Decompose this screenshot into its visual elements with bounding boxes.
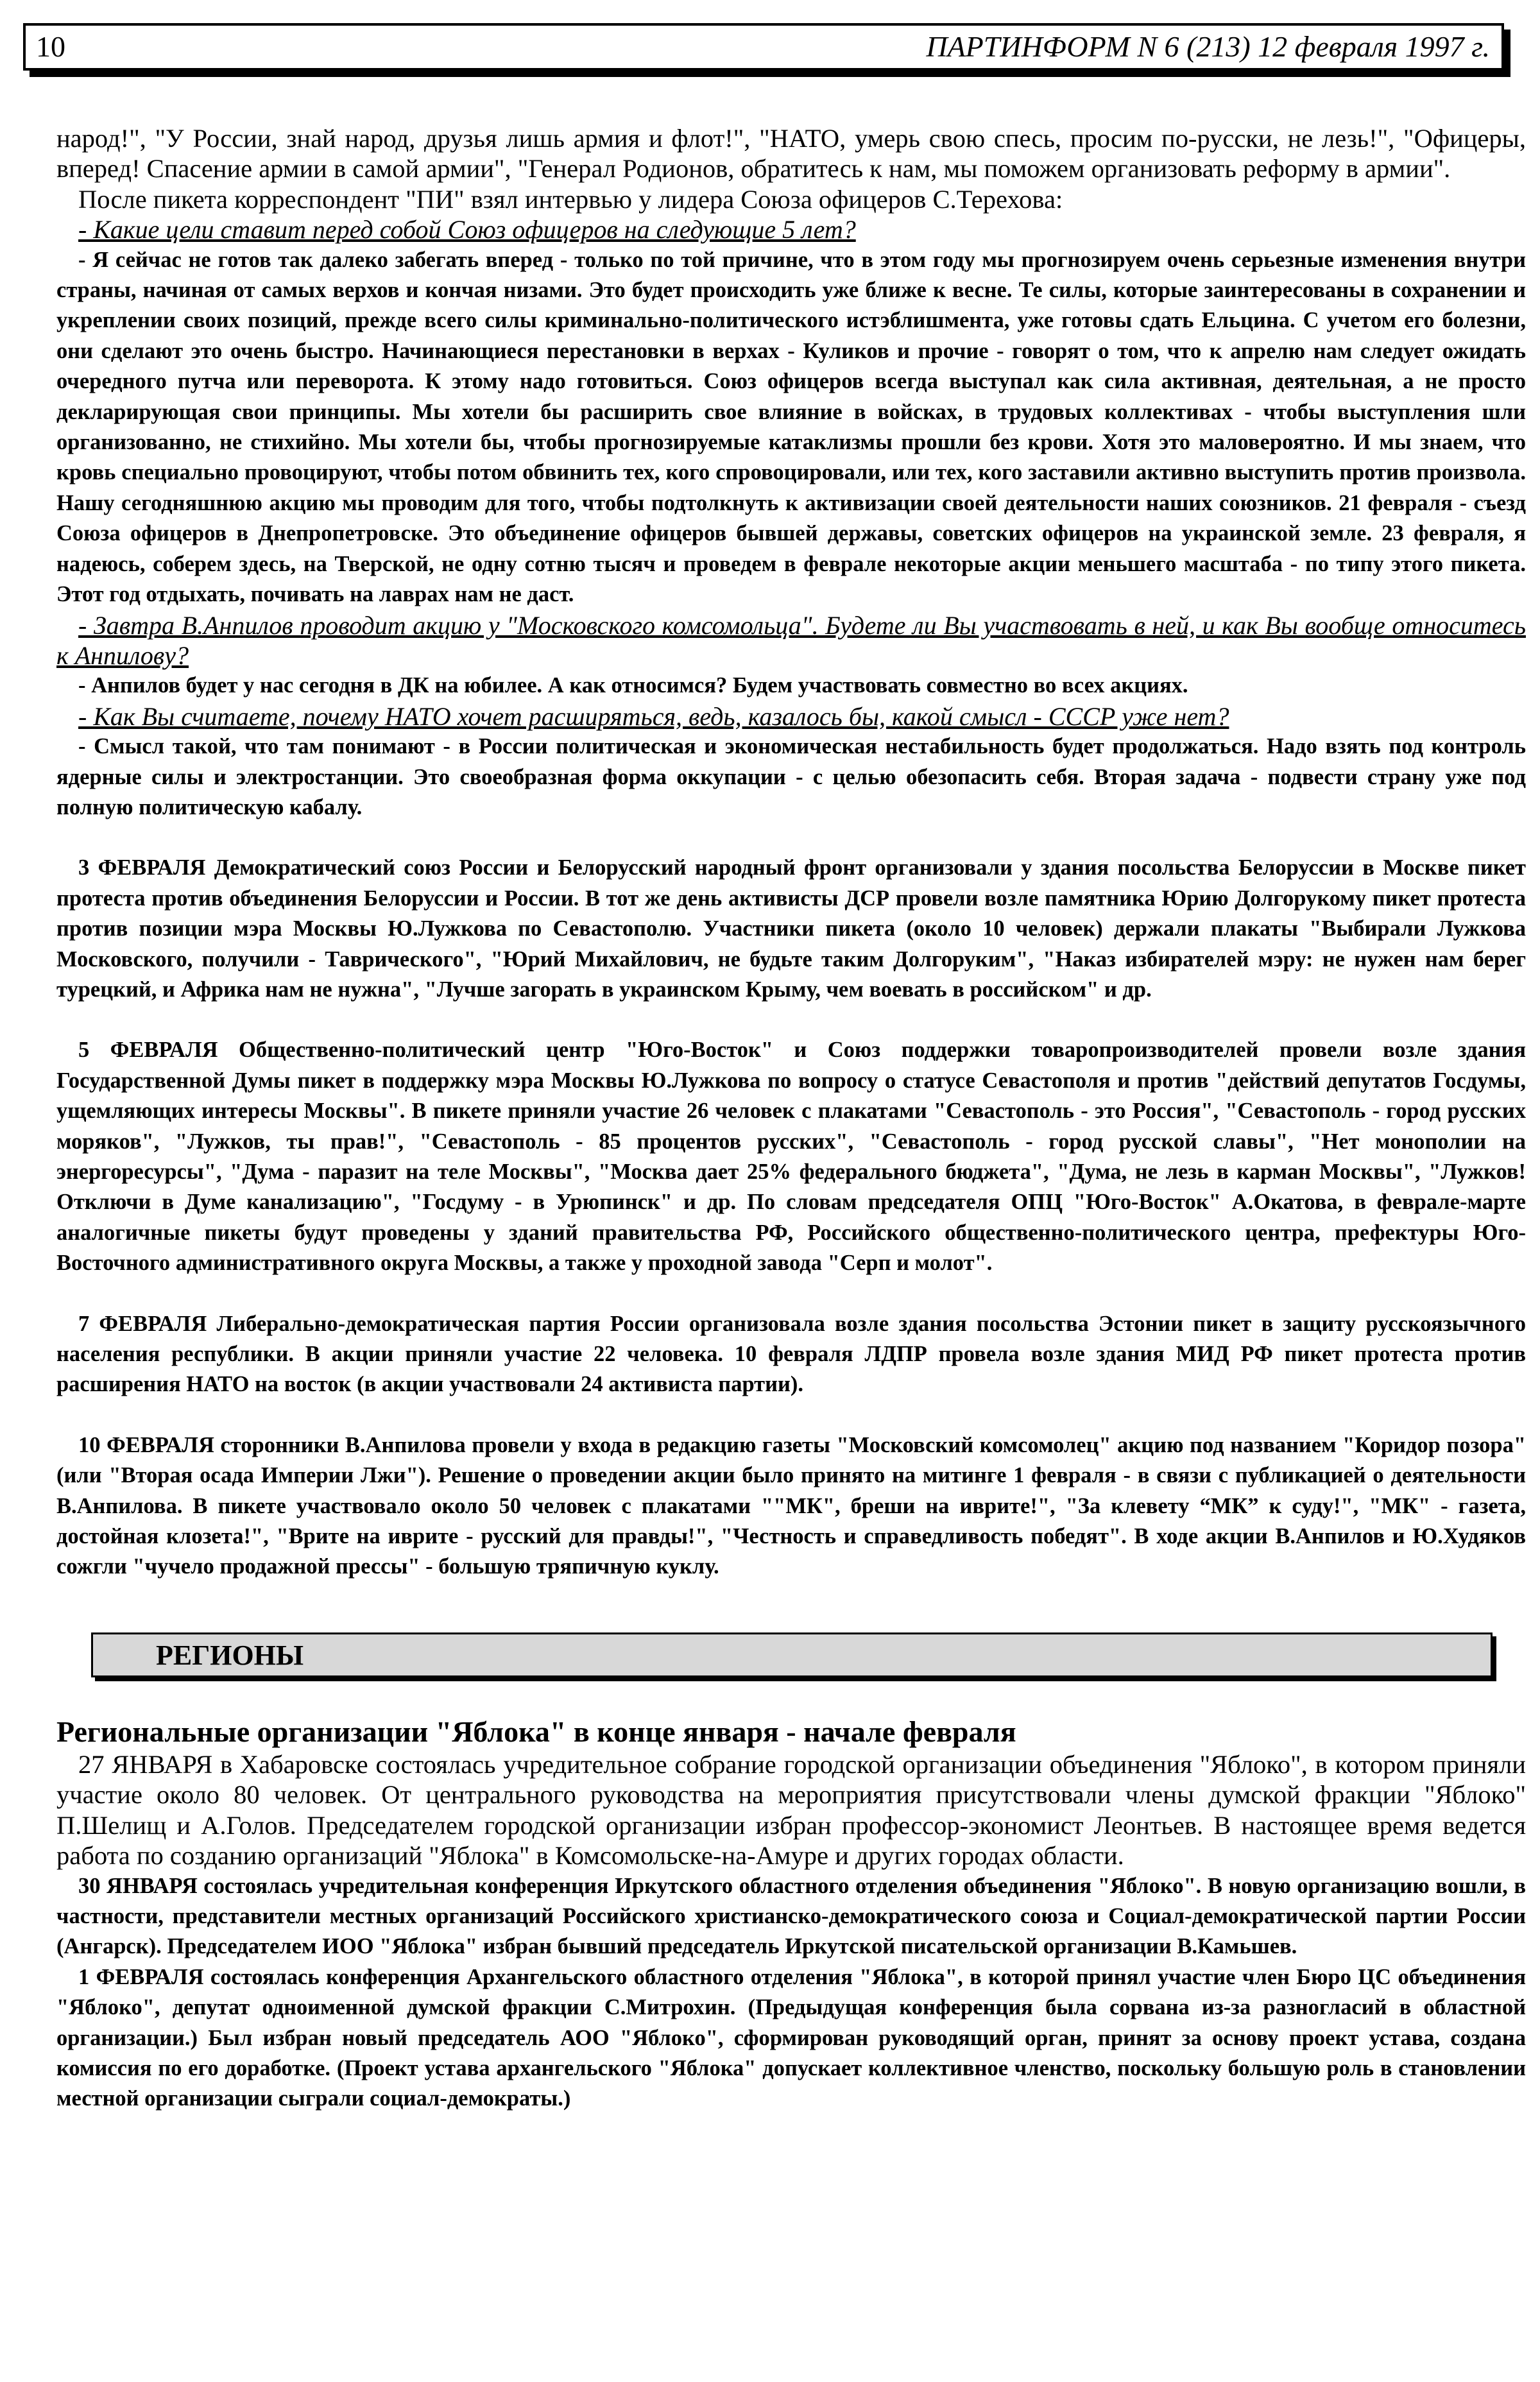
section-heading-bar [91, 1632, 1493, 1677]
publication-title: ПАРТИНФОРМ N 6 (213) 12 февраля 1997 г. [926, 30, 1490, 63]
article-title: Региональные организации "Яблока" в конце января - начале февраля [56, 1715, 1016, 1748]
article-paragraph: 27 ЯНВАРЯ в Хабаровске состоялась учредительное собрание городской организации объединения "Яблоко", в котором приняли участие около 80 человек. От центрального руководства на мероприятия присутствовали члены думской фракции "Яблоко" П.Шелищ и А.Голов. Председателем городской организации избран профессор-экономист Леонтьев. В настоящее время ведется работа по созданию организаций "Яблока" в Комсомольске-на-Амуре и других городах области. [56, 1749, 1526, 1871]
section-title: РЕГИОНЫ [156, 1639, 304, 1671]
interview-question: - Какие цели ставит перед собой Союз офицеров на следующие 5 лет? [78, 215, 856, 244]
article-paragraph: 30 ЯНВАРЯ состоялась учредительная конференция Иркутского областного отделения объединения "Яблоко". В новую организацию вошли, в частности, представители местных организаций Российского христианско-демократического союза и Социал-демократической партии России (Ангарск). Председателем ИОО "Яблока" избран бывший председатель Иркутской писательской организации В.Камьшев. [56, 1873, 1526, 1959]
page-header [23, 23, 1504, 71]
page-content [56, 123, 1526, 2114]
interview-paragraph: народ!", "У России, знай народ, друзья лишь армия и флот!", "НАТО, умерь свою спесь, просим по-русски, не лезь!", "Офицеры, вперед! Спасение армии в самой армии", "Генерал Родионов, обратитесь к нам, мы поможем организовать реформу в армии". [56, 124, 1526, 184]
interview-question: - Как Вы считаете, почему НАТО хочет расширяться, ведь, казалось бы, какой смысл - СССР уже нет? [78, 701, 1229, 731]
interview-answer: - Я сейчас не готов так далеко забегать вперед - только по той причине, что в этом году мы прогнозируем очень серьезные изменения внутри страны, начиная от самых верхов и кончая низами. Это будет происходить уже ближе к весне. Те силы, которые заинтересованы в сохранении и укреплении своих позиций, прежде всего силы криминально-политического истэблишмента, уже готовы сдать Ельцина. С учетом его болезни, они сделают это очень быстро. Начинающиеся перестановки в верхах - Куликов и прочие - говорят о том, что к апрелю нам следует ожидать очередного путча или переворота. К этому надо готовиться. Союз офицеров всегда выступал как сила активная, деятельная, а не просто декларирующая свои принципы. Мы хотели бы расширить свое влияние в войсках, в трудовых коллективах - чтобы выступления шли организованно, не стихийно. Мы хотели бы, чтобы прогнозируемые катаклизмы прошли без крови. Хотя это маловероятно. И мы знаем, что кровь специально провоцируют, чтобы потом обвинить тех, кого спровоцировали, или тех, кого заставили активно выступить против произвола. Нашу сегодняшнюю акцию мы проводим для того, чтобы подтолкнуть к активизации своей деятельности наших союзников. 21 февраля - съезд Союза офицеров в Днепропетровске. Это объединение офицеров бывшей державы, советских офицеров на украинской земле. 23 февраля, я надеюсь, соберем здесь, на Тверской, не одну сотню тысяч и проведем в феврале некоторые акции меньшего масштаба - по типу этого пикета. Этот год отдыхать, почивать на лаврах нам не даст. [56, 247, 1526, 607]
page-number: 10 [36, 30, 65, 63]
event-item: 5 ФЕВРАЛЯ Общественно-политический центр "Юго-Восток" и Союз поддержки товаропроизводителей провели возле здания Государственной Думы пикет в поддержку мэра Москвы Ю.Лужкова по вопросу о статусе Севастополя и против "действий депутатов Госдумы, ущемляющих интересы Москвы". В пикете приняли участие 26 человек с плакатами "Севастополь - это Россия", "Севастополь - город русских моряков", "Лужков, ты прав!", "Севастополь - 85 процентов русских", "Севастополь - город русской славы", "Нет монополии на энергоресурсы", "Дума - паразит на теле Москвы", "Москва дает 25% федерального бюджета", "Дума, не лезь в карман Москвы", "Лужков! Отключи в Думе канализацию", "Госдуму - в Урюпинск" и др. По словам председателя ОПЦ "Юго-Восток" А.Окатова, в феврале-марте аналогичные пикеты будут проведены у зданий правительства РФ, Российского общественно-политического центра, префектуры Юго-Восточного административного округа Москвы, а также у проходной завода "Серп и молот". [56, 1038, 1526, 1276]
event-item: 10 ФЕВРАЛЯ сторонники В.Анпилова провели у входа в редакцию газеты "Московский комсомолец" акцию под названием "Коридор позора" (или "Вторая осада Империи Лжи"). Решение о проведении акции было принято на митинге 1 февраля - в связи с публикацией о деятельности В.Анпилова. В пикете участвовало около 50 человек с плакатами ""МК", бреши на иврите!", "За клевету “МК” к суду!", "МК" - газета, достойная клозета!", "Врите на иврите - русский для правды!", "Честность и справедливость победят". В ходе акции В.Анпилов и Ю.Худяков сожгли "чучело продажной прессы" - большую тряпичную куклу. [56, 1432, 1526, 1579]
interview-intro: После пикета корреспондент "ПИ" взял интервью у лидера Союза офицеров С.Терехова: [78, 184, 1063, 214]
article-paragraph: 1 ФЕВРАЛЯ состоялась конференция Архангельского областного отделения "Яблока", в которой принял участие член Бюро ЦС объединения "Яблоко", депутат одноименной думской фракции С.Митрохин. (Предыдущая конференция была сорвана из-за разногласий в областной организации.) Был избран новый председатель АОО "Яблоко", сформирован руководящий орган, принят за основу проект устава, создана комиссия по его доработке. (Проект устава архангельского "Яблока" допускает коллективное членство, поскольку большую роль в становлении местной организации сыграли социал-демократы.) [56, 1964, 1526, 2111]
event-item: 3 ФЕВРАЛЯ Демократический союз России и Белорусский народный фронт организовали у здания посольства Белоруссии в Москве пикет протеста против объединения Белоруссии и России. В тот же день активисты ДСР провели возле памятника Юрию Долгорукому пикет протеста против позиции мэра Москвы Ю.Лужкова по Севастополю. Участники пикета (около 10 человек) держали плакаты "Выбирали Лужкова Московского, получили - Таврического", "Юрий Михайлович, не будьте таким Долгоруким", "Наказ избирателей мэру: не нужен нам берег турецкий, и Африка нам не нужна", "Лучше загорать в украинском Крыму, чем воевать в российском" и др. [56, 855, 1526, 1002]
event-item: 7 ФЕВРАЛЯ Либерально-демократическая партия России организовала возле здания посольства Эстонии пикет в защиту русскоязычного населения республики. В акции приняли участие 22 человека. 10 февраля ЛДПР провела возле здания МИД РФ пикет протеста против расширения НАТО на восток (в акции участвовали 24 активиста партии). [56, 1311, 1526, 1397]
interview-answer: - Анпилов будет у нас сегодня в ДК на юбилее. А как относимся? Будем участвовать совместно во всех акциях. [78, 673, 1188, 698]
interview-answer: - Смысл такой, что там понимают - в России политическая и экономическая нестабильность будет продолжаться. Надо взять под контроль ядерные силы и электростанции. Это своеобразная форма оккупации - с целью обезопасить себя. Вторая задача - подвести страну уже под полную политическую кабалу. [56, 734, 1526, 819]
interview-question: - Завтра В.Анпилов проводит акцию у "Московского комсомольца". Будете ли Вы участвовать в ней, и как Вы вообще относитесь к Анпилову? [56, 610, 1526, 670]
